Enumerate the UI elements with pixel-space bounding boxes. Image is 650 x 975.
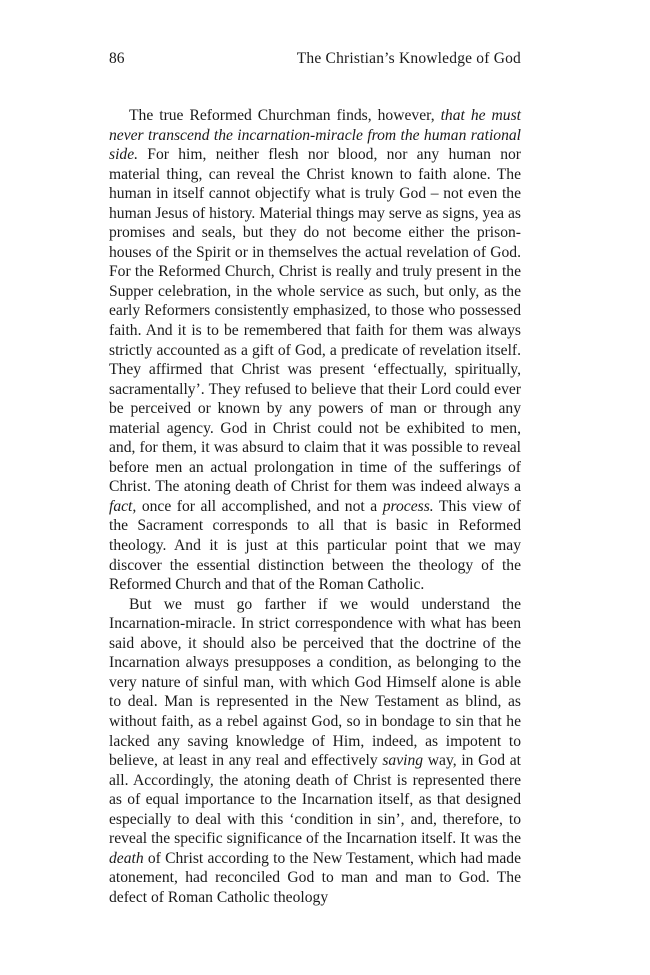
italic-text-run: process.: [382, 497, 434, 515]
italic-text-run: saving: [382, 752, 424, 770]
text-run: For him, neither flesh nor blood, nor any human nor material thing, can reveal the Christ known to faith alone. The human in itself cannot objectify what is truly God – not even the human Jesus of history. Material things may serve as signs, yea as promises and seals, but they do not become either the prison-houses of the Spirit or in themselves the actual revelation of God. For the Reformed Church, Christ is really and truly present in the Supper celebration, in the whole service as such, but only, as the early Reformers consistently emphasized, to those who possessed faith. And it is to be remembered that faith for them was always strictly accounted as a gift of God, a predicate of revelation itself. They affirmed that Christ was present ‘effectually, spiritually, sacramentally’. They refused to believe that their Lord could ever be perceived or known by any powers of man or through any material agency. God in Christ could not be exhibited to men, and, for them, it was absurd to claim that it was possible to reveal before men an actual prolongation in time of the sufferings of Christ. The atoning death of Christ for them was indeed always a: [109, 146, 521, 496]
paragraph: [109, 106, 521, 595]
paragraph: [109, 595, 521, 908]
page-number: 86: [109, 50, 125, 67]
text-run: once for all accomplished, and not a: [136, 497, 383, 515]
book-page: [109, 0, 521, 975]
running-title: The Christian’s Knowledge of God: [296, 50, 521, 67]
text-run: This view of the Sacrament corresponds to all that is basic in Reformed theology. And it is just at this particular point that we may discover the essential distinction between the theology of the Reformed Church and that of the Roman Catholic.: [109, 497, 521, 594]
italic-text-run: that he must never transcend the incarnation-miracle from the human rational side.: [109, 107, 522, 164]
italic-text-run: fact,: [109, 497, 137, 515]
text-run: of Christ according to the New Testament, which had made atonement, had reconciled God to man and man to God. The defect of Roman Catholic theology: [109, 849, 521, 906]
text-run: way, in God at all. Accordingly, the atoning death of Christ is represented there as of equal importance to the Incarnation itself, as that designed especially to deal with this ‘condition in sin’, and, therefore, to reveal the specific significance of the Incarnation itself. It was the: [109, 752, 521, 848]
italic-text-run: death: [109, 849, 144, 867]
body-text: [109, 106, 521, 907]
running-head: [109, 49, 521, 69]
text-run: But we must go farther if we would understand the Incarnation-miracle. In strict correspondence with what has been said above, it should also be perceived that the doctrine of the Incarnation always presupposes a condition, as belonging to the very nature of sinful man, with which God Himself alone is able to deal. Man is represented in the New Testament as blind, as without faith, as a rebel against God, so in bondage to sin that he lacked any saving knowledge of Him, indeed, as impotent to believe, at least in any real and effectively: [109, 595, 521, 770]
text-run: The true Reformed Churchman finds, however,: [129, 107, 441, 124]
